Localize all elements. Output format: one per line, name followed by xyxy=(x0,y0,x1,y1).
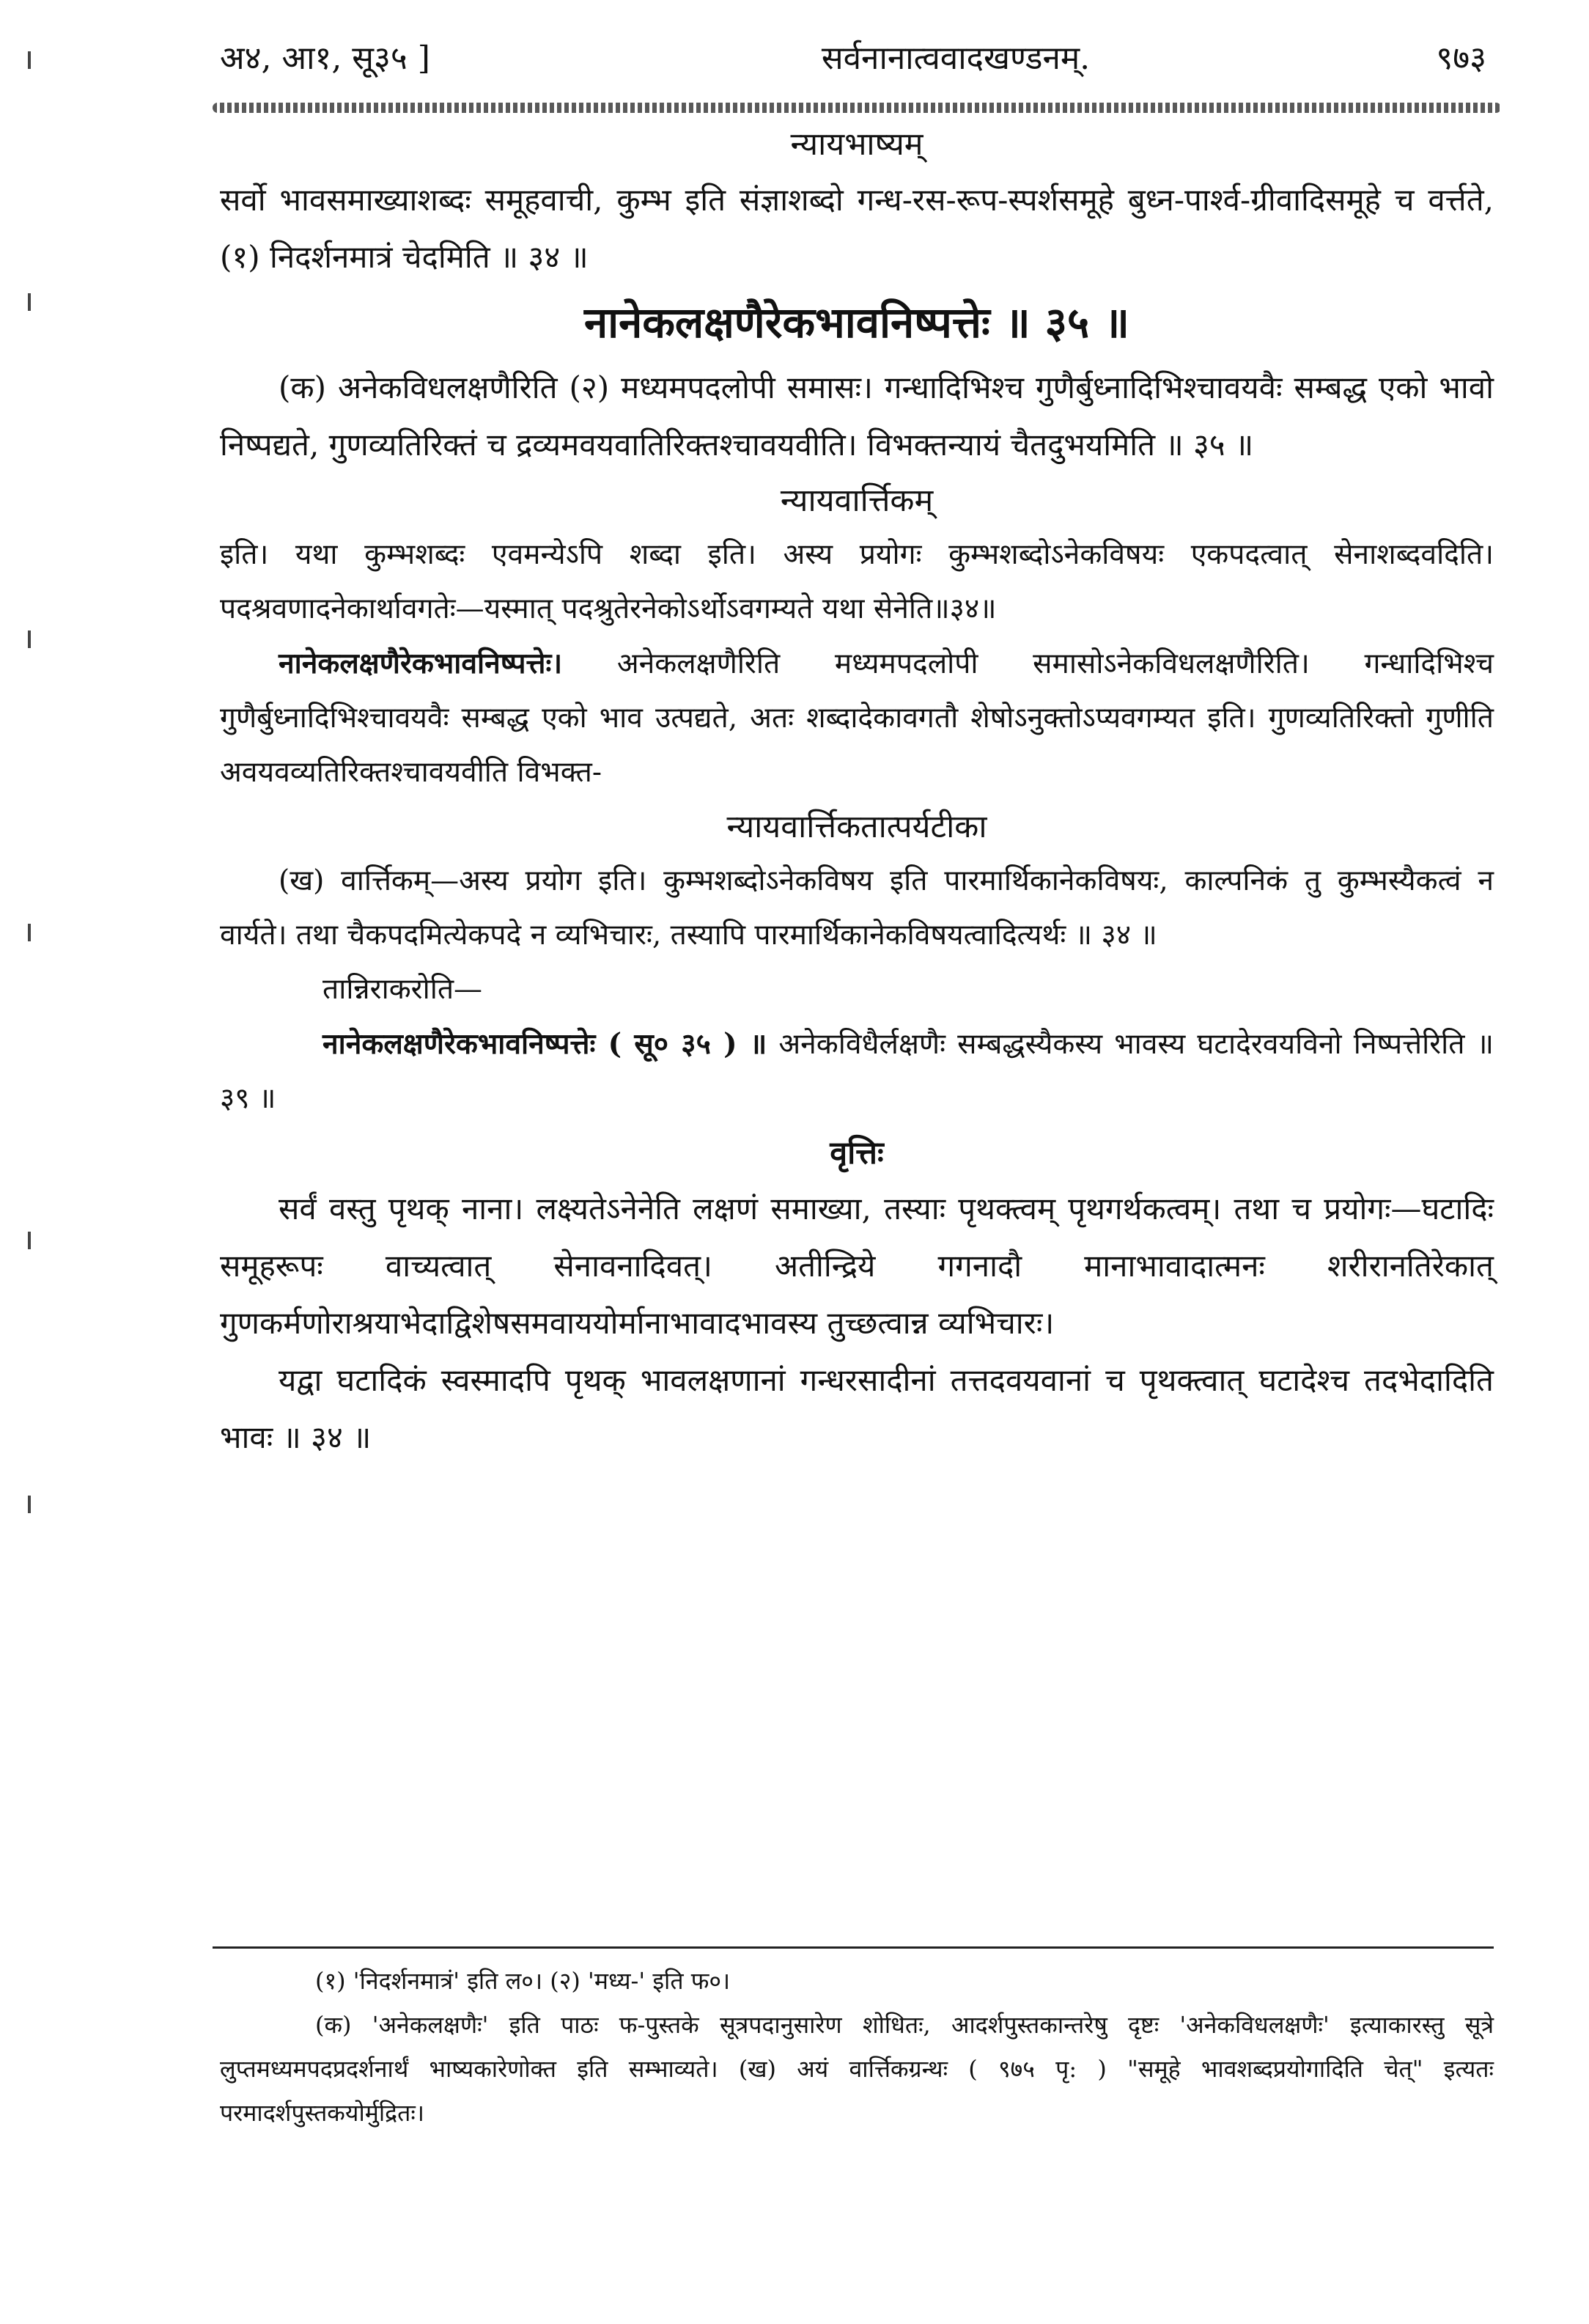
vartika-sutra-gloss: अनेकलक्षणैरिति मध्यमपदलोपी समासोऽनेकविधलक्षणैरिति। गन्धादिभिश्च गुणैर्बुध्नादिभिश्चावयवैः सम्बद्ध एको भाव उत्पद्यते, अतः शब्दादेकावगतौ शेषोऽनुक्तोऽप्यवगम्यत इति। गुणव्यतिरिक्तो गुणीति अवयवव्यतिरिक्तश्चावयवीति विभक्त- xyxy=(220,647,1494,789)
tatparya-sutra-gloss: अनेकविधैर्लक्षणैः सम्बद्धस्यैकस्य भावस्य घटादेरवयविनो निष्पत्तेरिति ॥ ३९ ॥ xyxy=(220,1028,1494,1115)
vartika-section xyxy=(220,474,1494,1126)
bhashya-heading: न्यायभाष्यम् xyxy=(790,126,923,163)
footnote-rule xyxy=(213,1946,1494,1949)
main-text xyxy=(220,117,1494,1466)
chapter-reference: अ४, आ१, सू३५ ] xyxy=(220,40,430,77)
tatparya-heading: न्यायवार्त्तिकतात्पर्यटीका xyxy=(726,809,987,845)
page-number: ९७३ xyxy=(1436,40,1486,77)
margin-tick xyxy=(28,1496,31,1513)
footnotes xyxy=(220,1959,1494,2135)
tatparya-paragraph: (ख) वार्त्तिकम्—अस्य प्रयोग इति। कुम्भशब्दोऽनेकविषय इति पारमार्थिकानेकविषयः, काल्पनिकं तु कुम्भस्यैकत्वं न वार्यते। तथा चैकपदमित्येकपदे न व्यभिचारः, तस्यापि पारमार्थिकानेकविषयत्वादित्यर्थः ॥ ३४ ॥ xyxy=(220,864,1494,952)
footnote-2: (क) 'अनेकलक्षणैः' इति पाठः फ-पुस्तके सूत्रपदानुसारेण शोधितः, आदर्शपुस्तकान्तरेषु दृष्टः 'अनेकविधलक्षणैः' इत्याकारस्तु सूत्रे लुप्तमध्यमपदप्रदर्शनार्थं भाष्यकारेणोक्त इति सम्भाव्यते। (ख) अयं वार्त्तिकग्रन्थः ( ९७५ पृ: ) "समूहे भावशब्दप्रयोगादिति चेत्" इत्यतः परमादर्शपुस्तकयोर्मुद्रितः। xyxy=(220,2011,1494,2127)
margin-tick xyxy=(28,924,31,941)
tatparya-sutra-lead: नानेकलक्षणैरेकभावनिष्पत्तेः ( सू० ३५ ) ॥ xyxy=(322,1027,767,1061)
footnote-1: (१) 'निदर्शनमात्रं' इति ल०। (२) 'मध्य-' इति फ०। xyxy=(315,1967,731,1995)
vritti-heading: वृत्तिः xyxy=(830,1135,884,1172)
running-header xyxy=(220,31,1486,82)
tatparya-intro: तान्निराकरोति— xyxy=(322,973,483,1006)
margin-tick xyxy=(28,1232,31,1249)
sutra-text: नानेकलक्षणैरेकभावनिष्पत्तेः ॥ ३५ ॥ xyxy=(583,298,1130,348)
bhashya-paragraph: सर्वो भावसमाख्याशब्दः समूहवाची, कुम्भ इति संज्ञाशब्दो गन्ध-रस-रूप-स्पर्शसमूहे बुध्न-पार्श्व-ग्रीवादिसमूहे च वर्त्तते, (१) निदर्शनमात्रं चेदमिति ॥ ३४ ॥ xyxy=(220,182,1494,275)
bhashya-commentary: (क) अनेकविधलक्षणैरिति (२) मध्यमपदलोपी समासः। गन्धादिभिश्च गुणैर्बुध्नादिभिश्चावयवैः सम्बद्ध एको भावो निष्पद्यते, गुणव्यतिरिक्तं च द्रव्यमवयवातिरिक्तश्चावयवीति। विभक्तन्यायं चैतदुभयमिति ॥ ३५ ॥ xyxy=(220,369,1494,463)
running-title: सर्वनानात्ववादखण्डनम्. xyxy=(821,40,1091,77)
wavy-divider xyxy=(213,103,1501,113)
tatparya-sutra-paragraph xyxy=(220,1017,1494,1126)
vartika-sutra-paragraph xyxy=(220,636,1494,800)
margin-tick xyxy=(28,51,31,69)
margin-tick xyxy=(28,630,31,648)
margin-tick xyxy=(28,293,31,311)
vritti-paragraph-2: यद्वा घटादिकं स्वस्मादपि पृथक् भावलक्षणानां गन्धरसादीनां तत्तदवयवानां च पृथक्त्वात् घटादेश्च तदभेदादिति भावः ॥ ३४ ॥ xyxy=(220,1362,1494,1455)
vartika-sutra-lead: नानेकलक्षणैरेकभावनिष्पत्तेः। xyxy=(279,647,563,680)
vartika-paragraph: इति। यथा कुम्भशब्दः एवमन्येऽपि शब्दा इति। अस्य प्रयोगः कुम्भशब्दोऽनेकविषयः एकपदत्वात् सेनाशब्दवदिति। पदश्रवणादनेकार्थावगतेः—यस्मात् पदश्रुतेरनेकोऽर्थोऽवगम्यते यथा सेनेति॥३४॥ xyxy=(220,538,1494,625)
vartika-heading: न्यायवार्त्तिकम् xyxy=(780,482,934,519)
vritti-paragraph-1: सर्वं वस्तु पृथक् नाना। लक्ष्यतेऽनेनेति लक्षणं समाख्या, तस्याः पृथक्त्वम् पृथगर्थकत्वम्। तथा च प्रयोगः—घटादिः समूहरूपः वाच्यत्वात् सेनावनादिवत्। अतीन्द्रिये गगनादौ मानाभावादात्मनः शरीरानतिरेकात् गुणकर्मणोराश्रयाभेदाद्विशेषसमवाययोर्मानाभावादभावस्य तुच्छत्वान्न व्यभिचारः। xyxy=(220,1191,1494,1341)
